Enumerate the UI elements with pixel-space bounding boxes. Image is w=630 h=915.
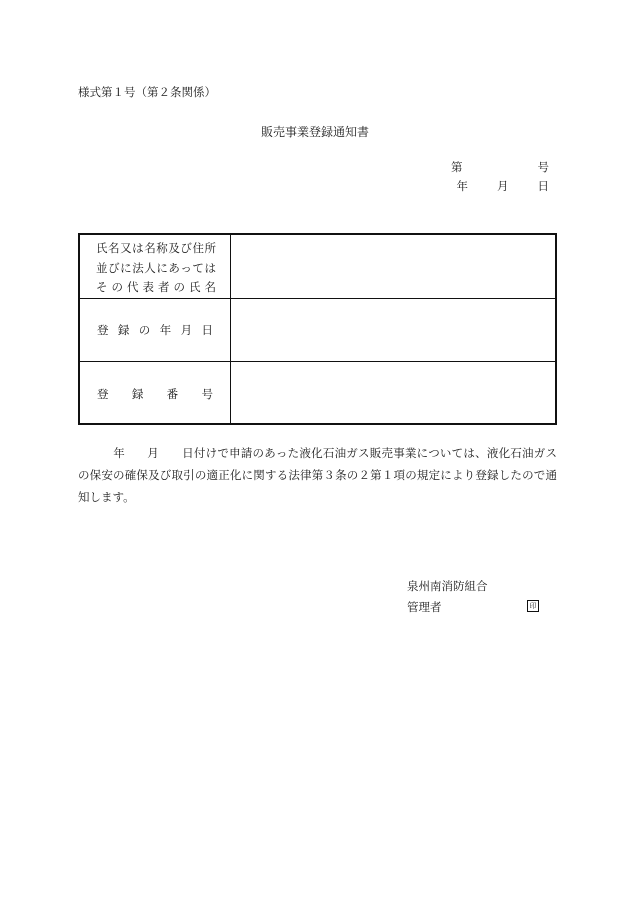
label-line: 並びに法人にあっては [96, 260, 216, 275]
body-month: 月 [146, 446, 159, 460]
label-name-address [80, 235, 231, 298]
table-row-registration-date [80, 298, 555, 362]
date-year: 年 [456, 179, 468, 193]
label-line: 氏名又は名称及び住所 [96, 241, 216, 255]
notice-body [78, 442, 557, 508]
table-row-name-address [80, 235, 555, 298]
form-number: 様式第１号（第２条関係） [78, 85, 216, 99]
date-line [457, 178, 550, 194]
issuer-organization: 泉州南消防組合 [407, 579, 488, 593]
label-registration-date: 登録の年月日 [80, 299, 231, 362]
value-registration-number[interactable] [231, 362, 555, 424]
seal-icon: 印 [527, 600, 539, 612]
registration-table [78, 233, 557, 425]
label-line: その代表者の氏名 [96, 280, 216, 294]
value-registration-date[interactable] [231, 299, 555, 362]
label-registration-number: 登録番号 [80, 362, 231, 424]
value-name-address[interactable] [231, 235, 555, 298]
body-text: 日付けで申請のあった液化石油ガス販売事業については、液化石油ガスの保安の確保及び取引の適正化に関する法律第３条の２第１項の規定により登録したので通知します。 [78, 446, 558, 504]
issuer-title: 管理者 [407, 600, 442, 614]
table-row-registration-number [80, 361, 555, 424]
date-day: 日 [537, 179, 549, 193]
date-month: 月 [497, 179, 509, 193]
number-prefix: 第 [451, 160, 463, 174]
document-title: 販売事業登録通知書 [260, 125, 369, 139]
number-suffix: 号 [537, 160, 549, 174]
number-line [451, 159, 549, 175]
body-year: 年 [113, 446, 125, 460]
